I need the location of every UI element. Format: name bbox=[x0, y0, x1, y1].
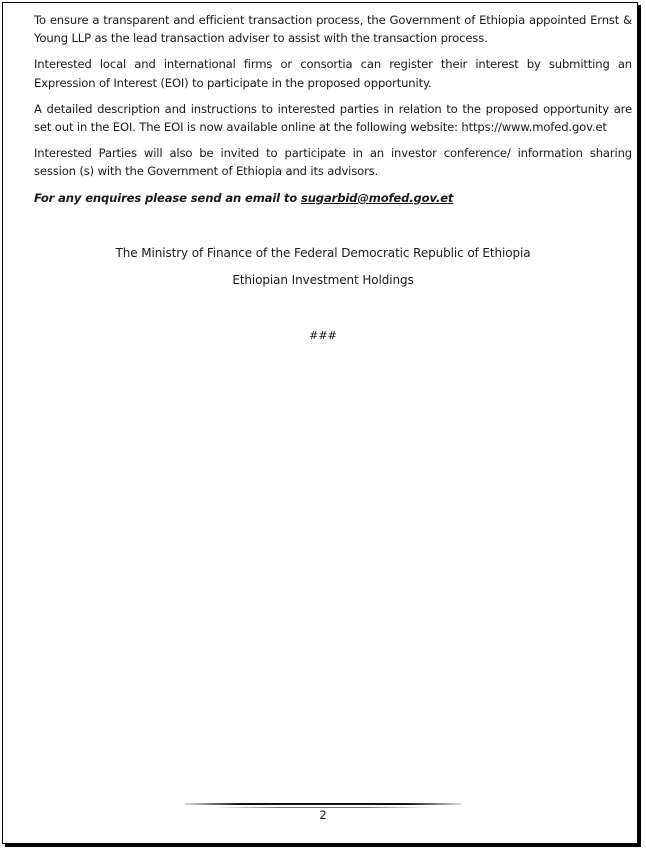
footer-divider bbox=[185, 803, 461, 805]
signatory-ministry: The Ministry of Finance of the Federal Democratic Republic of Ethiopia bbox=[115, 246, 531, 260]
signatory-holdings: Ethiopian Investment Holdings bbox=[232, 273, 414, 287]
enquiry-email-link[interactable]: sugarbid@mofed.gov.et bbox=[300, 190, 454, 205]
end-mark: ### bbox=[309, 329, 337, 342]
page-number: 2 bbox=[319, 808, 327, 822]
paragraph-eoi-details: A detailed description and instructions to interested parties in relation to the proposed opportunity are set out in the EOI. The EOI is now available online at the following website: https://www.mofed.gov.et bbox=[34, 101, 632, 135]
enquiry-text: For any enquires please send an email to bbox=[34, 190, 301, 205]
paragraph-investor-conference: Interested Parties will also be invited to participate in an investor conference/ information sharing session (s) with the Government of Ethiopia and its advisors. bbox=[34, 146, 632, 179]
paragraph-expression-of-interest: Interested local and international firms or consortia can register their interest by submitting an Expression of Interest (EOI) to participate in the proposed opportunity. bbox=[34, 57, 632, 90]
enquiry-line bbox=[34, 189, 632, 207]
paragraph-transaction-adviser: To ensure a transparent and efficient transaction process, the Government of Ethiopia appointed Ernst & Young LLP as the lead transaction adviser to assist with the transaction process. bbox=[34, 13, 632, 46]
document-body bbox=[34, 11, 632, 215]
